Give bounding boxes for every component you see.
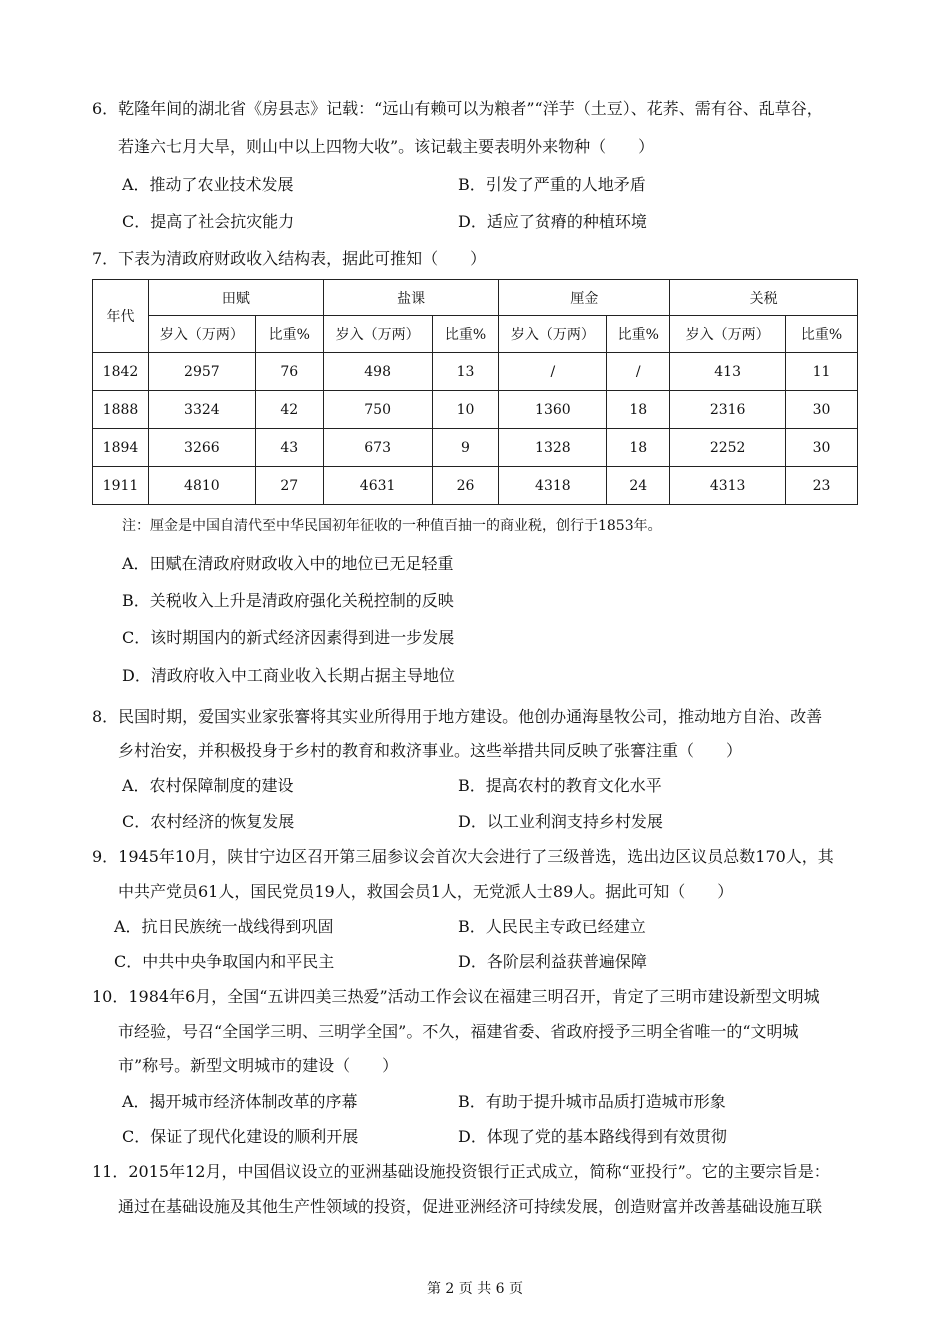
q10-option-c[interactable]: C．保证了现代化建设的顺利开展 [122, 1127, 359, 1146]
q8-option-b[interactable]: B．提高农村的教育文化水平 [458, 776, 662, 795]
table-cell: 24 [607, 467, 670, 505]
table-cell: 673 [323, 429, 432, 467]
q6-option-c[interactable]: C．提高了社会抗灾能力 [122, 212, 295, 231]
q11-stem-line1: 11．2015年12月，中国倡议设立的亚洲基础设施投资银行正式成立，简称“亚投行”。它的主要宗旨是： [92, 1162, 830, 1181]
q9-option-b[interactable]: B．人民民主专政已经建立 [458, 917, 646, 936]
table-cell: 1360 [499, 391, 607, 429]
table-cell: 4318 [499, 467, 607, 505]
q8-option-d[interactable]: D．以工业利润支持乡村发展 [458, 812, 663, 831]
table-cell: 4810 [148, 467, 255, 505]
q10-option-b[interactable]: B．有助于提升城市品质打造城市形象 [458, 1092, 726, 1111]
income-header: 岁入（万两） [670, 316, 786, 353]
q8-option-a[interactable]: A．农村保障制度的建设 [122, 776, 294, 795]
finance-table [92, 279, 858, 505]
q10-option-d[interactable]: D．体现了党的基本路线得到有效贯彻 [458, 1127, 727, 1146]
table-cell: 1842 [93, 353, 149, 391]
table-cell: 2316 [670, 391, 786, 429]
q10-stem-line3: 市”称号。新型文明城市的建设（ ） [118, 1056, 399, 1075]
table-row [93, 353, 858, 391]
table-cell: 26 [432, 467, 499, 505]
q10-stem-line2: 市经验，号召“全国学三明、三明学全国”。不久，福建省委、省政府授予三明全省唯一的“文明城 [118, 1022, 799, 1041]
q7-option-a[interactable]: A．田赋在清政府财政收入中的地位已无足轻重 [122, 554, 454, 573]
table-row [93, 429, 858, 467]
table-cell: 43 [255, 429, 323, 467]
q6-option-d[interactable]: D．适应了贫瘠的种植环境 [458, 212, 647, 231]
q7-table-note: 注：厘金是中国自清代至中华民国初年征收的一种值百抽一的商业税，创行于1853年。 [122, 518, 662, 534]
q7-option-b[interactable]: B．关税收入上升是清政府强化关税控制的反映 [122, 591, 454, 610]
table-cell: 18 [607, 429, 670, 467]
q8-stem-line1: 8．民国时期，爱国实业家张謇将其实业所得用于地方建设。他创办通海垦牧公司，推动地方自治、改善 [92, 707, 823, 726]
table-cell: 42 [255, 391, 323, 429]
table-cell: 1894 [93, 429, 149, 467]
table-cell: 76 [255, 353, 323, 391]
page-number: 第 2 页 共 6 页 [426, 1281, 524, 1297]
table-cell: 11 [786, 353, 858, 391]
group-header: 田赋 [148, 280, 323, 316]
share-header: 比重% [255, 316, 323, 353]
q11-stem-line2: 通过在基础设施及其他生产性领域的投资，促进亚洲经济可持续发展，创造财富并改善基础设施互联 [118, 1197, 823, 1216]
q6-stem-line2: 若逢六七月大旱，则山中以上四物大收”。该记载主要表明外来物种（ ） [118, 137, 655, 156]
year-header: 年代 [93, 280, 149, 353]
table-cell: / [499, 353, 607, 391]
group-header: 厘金 [499, 280, 670, 316]
share-header: 比重% [607, 316, 670, 353]
table-cell: 4313 [670, 467, 786, 505]
table-cell: 4631 [323, 467, 432, 505]
q9-option-d[interactable]: D．各阶层利益获普遍保障 [458, 952, 647, 971]
q9-stem-line1: 9．1945年10月，陕甘宁边区召开第三届参议会首次大会进行了三级普选，选出边区议员总数170人，其 [92, 847, 834, 866]
q6-option-a[interactable]: A．推动了农业技术发展 [122, 175, 294, 194]
q10-option-a[interactable]: A．揭开城市经济体制改革的序幕 [122, 1092, 358, 1111]
table-row [93, 391, 858, 429]
table-cell: 2957 [148, 353, 255, 391]
table-cell: 498 [323, 353, 432, 391]
q7-stem: 7．下表为清政府财政收入结构表，据此可推知（ ） [92, 249, 487, 268]
table-cell: 30 [786, 391, 858, 429]
table-cell: 30 [786, 429, 858, 467]
income-header: 岁入（万两） [323, 316, 432, 353]
table-cell: 9 [432, 429, 499, 467]
q10-stem-line1: 10．1984年6月，全国“五讲四美三热爱”活动工作会议在福建三明召开，肯定了三明市建设新型文明城 [92, 987, 820, 1006]
table-cell: 413 [670, 353, 786, 391]
q7-option-d[interactable]: D．清政府收入中工商业收入长期占据主导地位 [122, 666, 455, 685]
q9-option-a[interactable]: A．抗日民族统一战线得到巩固 [114, 917, 334, 936]
q6-option-b[interactable]: B．引发了严重的人地矛盾 [458, 175, 646, 194]
table-cell: 3266 [148, 429, 255, 467]
q9-option-c[interactable]: C．中共中央争取国内和平民主 [114, 952, 335, 971]
table-cell: 2252 [670, 429, 786, 467]
table-cell: 1328 [499, 429, 607, 467]
q6-stem-line1: 6．乾隆年间的湖北省《房县志》记载：“远山有赖可以为粮者”“洋芋（土豆）、花荞、需有谷、乱草谷， [92, 99, 823, 118]
table-cell: 10 [432, 391, 499, 429]
table-cell: 750 [323, 391, 432, 429]
q9-stem-line2: 中共产党员61人，国民党员19人，救国会员1人，无党派人士89人。据此可知（ ） [118, 882, 734, 901]
group-header: 关税 [670, 280, 858, 316]
table-cell: / [607, 353, 670, 391]
table-cell: 27 [255, 467, 323, 505]
income-header: 岁入（万两） [499, 316, 607, 353]
table-cell: 3324 [148, 391, 255, 429]
share-header: 比重% [786, 316, 858, 353]
group-header: 盐课 [323, 280, 499, 316]
table-cell: 1888 [93, 391, 149, 429]
table-cell: 1911 [93, 467, 149, 505]
income-header: 岁入（万两） [148, 316, 255, 353]
table-cell: 23 [786, 467, 858, 505]
table-cell: 18 [607, 391, 670, 429]
table-cell: 13 [432, 353, 499, 391]
q7-option-c[interactable]: C．该时期国内的新式经济因素得到进一步发展 [122, 628, 455, 647]
q8-stem-line2: 乡村治安，并积极投身于乡村的教育和救济事业。这些举措共同反映了张謇注重（ ） [118, 741, 743, 760]
table-row [93, 467, 858, 505]
share-header: 比重% [432, 316, 499, 353]
q8-option-c[interactable]: C．农村经济的恢复发展 [122, 812, 295, 831]
